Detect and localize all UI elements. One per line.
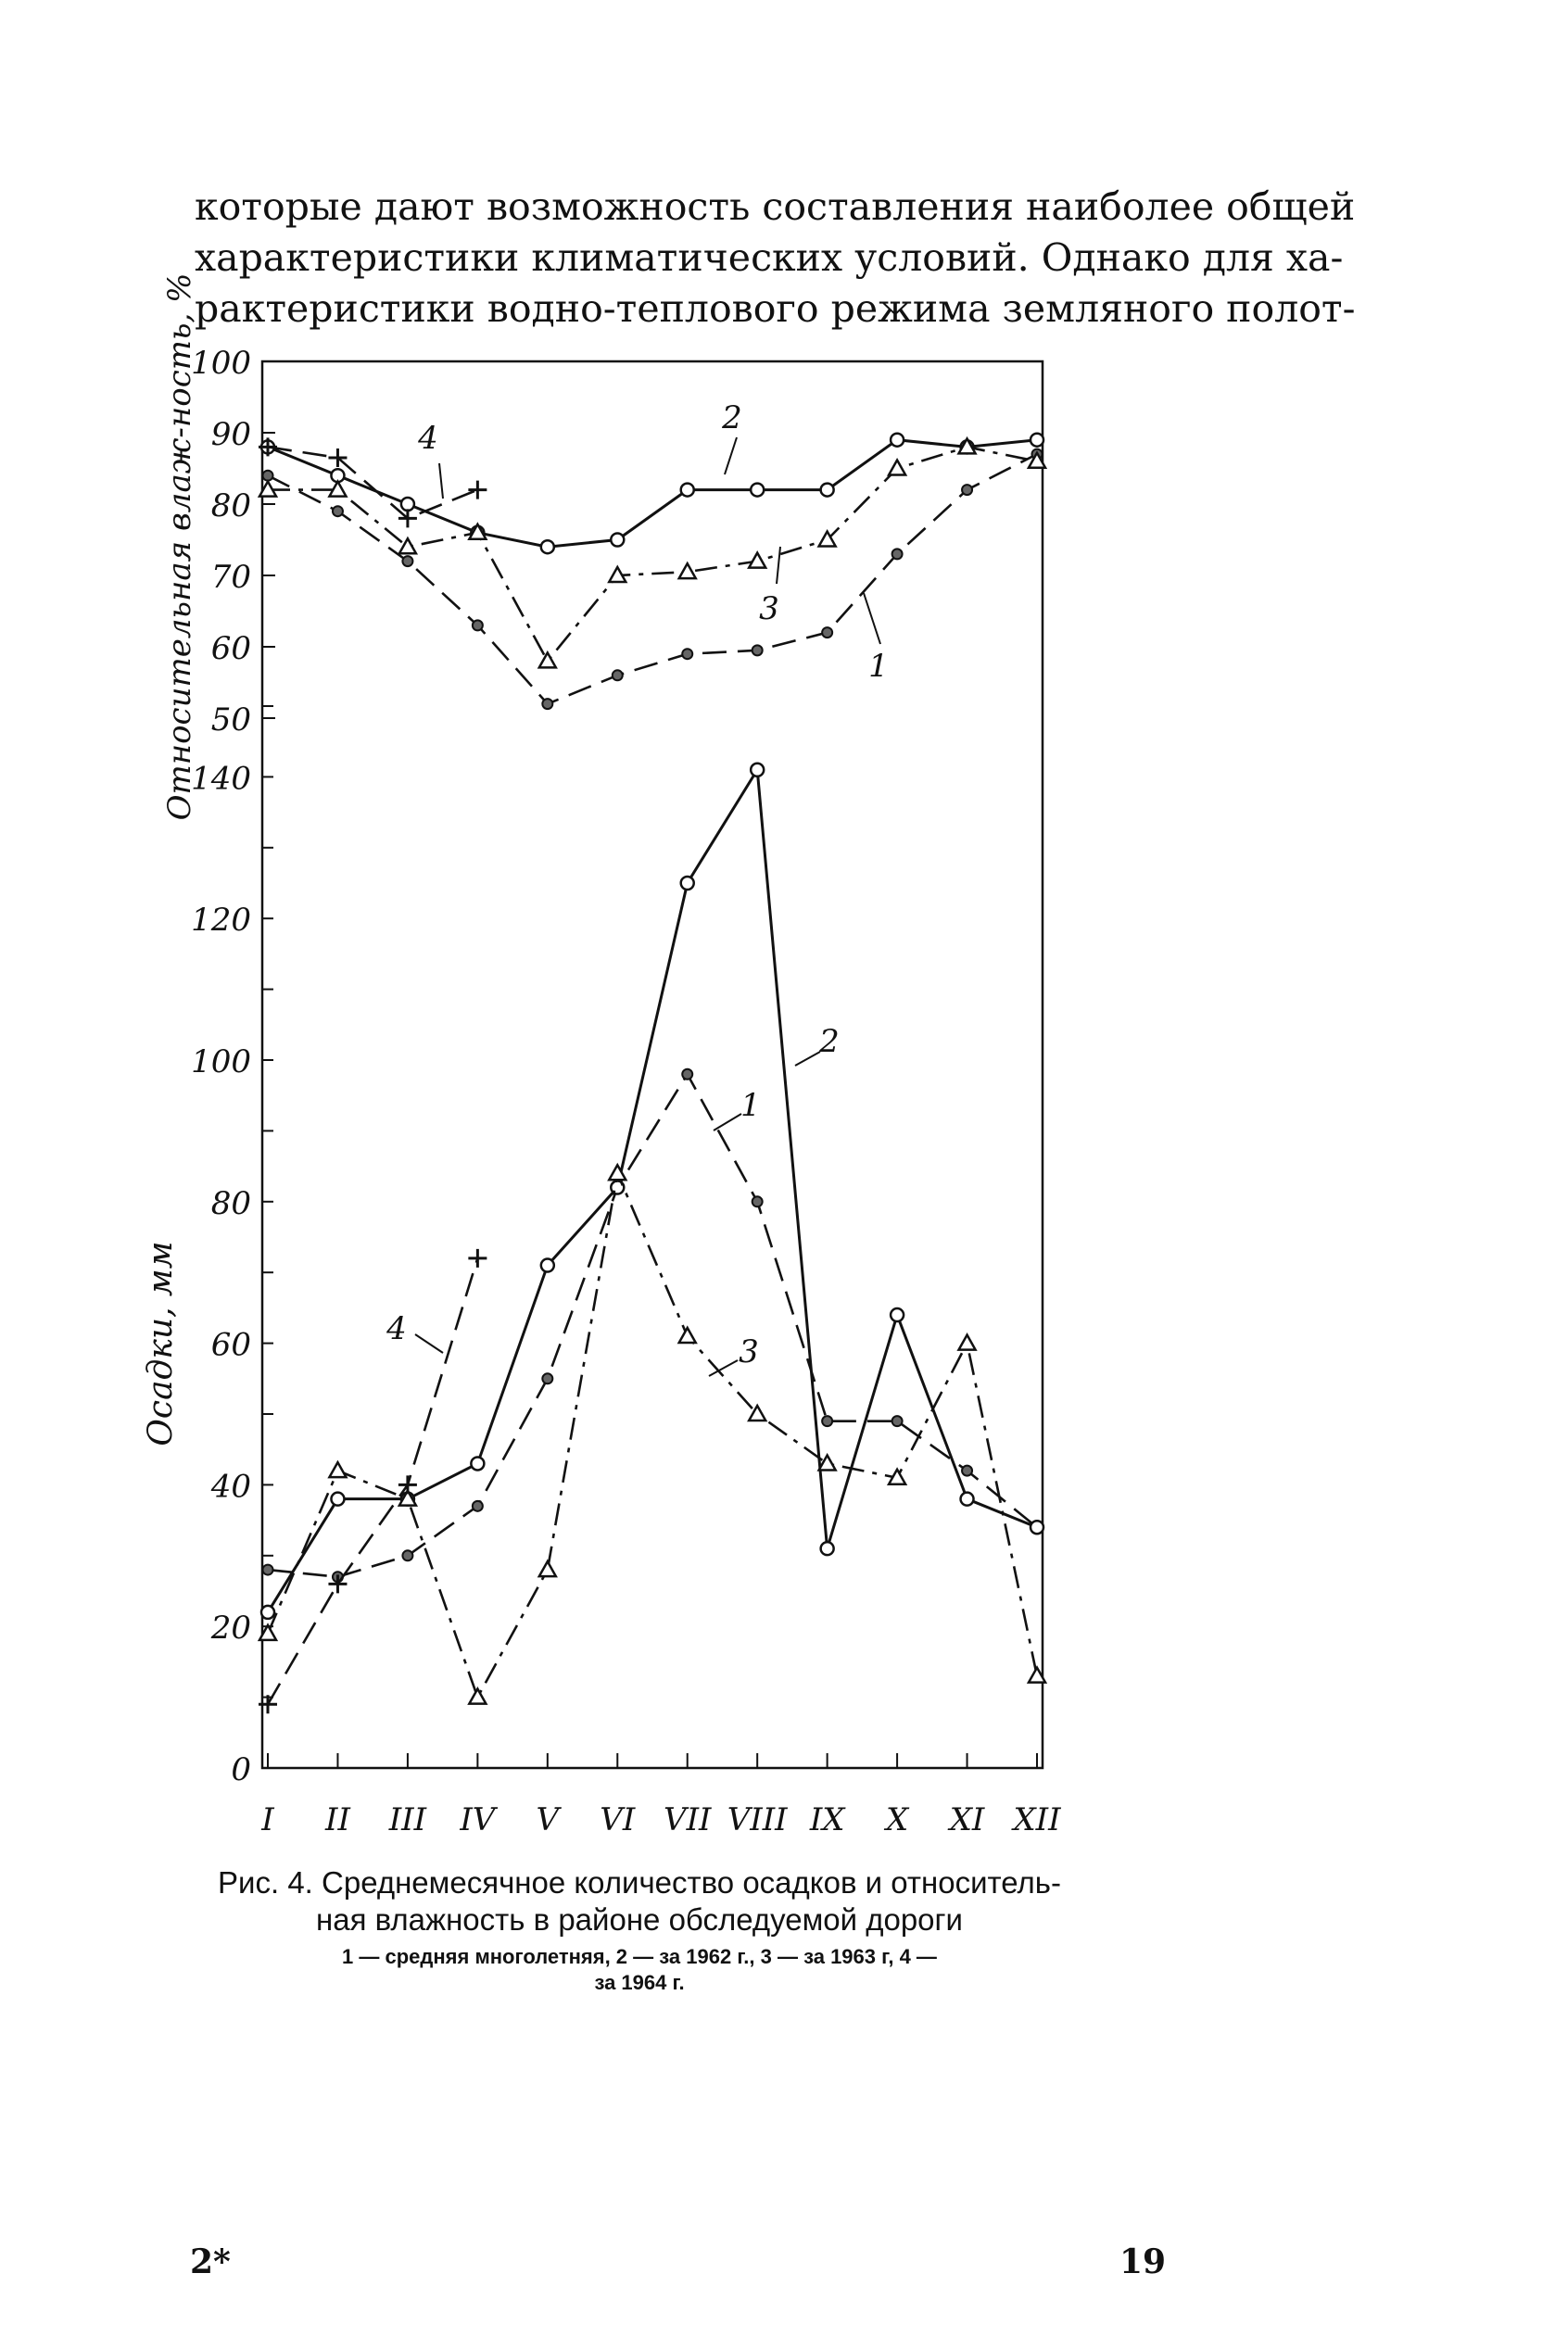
- precip-data-point-2: [471, 1457, 484, 1470]
- precip-data-point-3: [679, 1328, 696, 1343]
- precip-tick-label: 0: [231, 1751, 251, 1788]
- humidity-data-point-3: [749, 553, 765, 568]
- precip-data-point-1: [962, 1466, 972, 1476]
- x-tick-label: IX: [809, 1801, 845, 1838]
- humidity-data-point-1: [822, 627, 832, 638]
- text-line: которые дают возможность составления наиболее общей: [195, 184, 1356, 229]
- humidity-data-point-1: [962, 485, 972, 495]
- humidity-data-point-1: [402, 556, 412, 566]
- humidity-tick-label: 80: [210, 487, 251, 524]
- x-tick-label: IV: [460, 1801, 496, 1838]
- caption-line: ная влажность в районе обследуемой дороги: [316, 1902, 963, 1937]
- precip-tick-label: 60: [210, 1326, 251, 1364]
- precip-series-line-2: [268, 770, 1037, 1612]
- precip-tick-label: 40: [210, 1468, 251, 1506]
- humidity-data-point-1: [682, 649, 692, 659]
- humidity-tick-label: 90: [210, 416, 251, 453]
- plot-frame: [262, 361, 1043, 1768]
- precip-data-point-1: [682, 1069, 692, 1080]
- precip-annotation-leader: [415, 1334, 443, 1353]
- humidity-data-point-1: [892, 549, 903, 559]
- precip-tick-label: 100: [191, 1043, 251, 1080]
- humidity-data-point-2: [821, 484, 834, 497]
- precip-axis-label: Осадки, мм: [142, 1241, 180, 1446]
- humidity-tick-label: 100: [191, 345, 251, 382]
- humidity-data-point-2: [681, 484, 694, 497]
- precip-data-point-3: [819, 1455, 836, 1470]
- precip-data-point-2: [961, 1493, 974, 1506]
- humidity-series-line-4: [268, 447, 477, 518]
- humidity-data-point-2: [891, 434, 904, 447]
- legend-line: за 1964 г.: [594, 1971, 685, 1994]
- x-tick-label: II: [325, 1801, 350, 1838]
- precip-data-point-1: [892, 1416, 903, 1426]
- x-tick-label: VIII: [727, 1801, 788, 1838]
- precip-data-point-2: [891, 1308, 904, 1321]
- precip-data-point-3: [959, 1335, 976, 1350]
- humidity-data-point-1: [263, 471, 273, 481]
- humidity-series-annotation: 1: [868, 648, 889, 685]
- precip-data-point-4: [328, 1574, 347, 1593]
- humidity-data-point-4: [468, 481, 487, 499]
- precip-series-annotation: 3: [739, 1333, 759, 1370]
- humidity-data-point-1: [613, 670, 623, 680]
- precip-tick-label: 120: [191, 902, 251, 940]
- precip-data-point-1: [752, 1196, 763, 1206]
- x-tick-label: V: [536, 1801, 560, 1838]
- humidity-data-point-2: [1031, 434, 1043, 447]
- legend-line: 1 — средняя многолетняя, 2 — за 1962 г., 3 — за 1963 г, 4 —: [342, 1945, 937, 1968]
- humidity-data-point-1: [752, 645, 763, 655]
- x-tick-label: XI: [949, 1801, 985, 1838]
- humidity-series-annotation: 2: [722, 399, 742, 436]
- precip-series-annotation: 1: [740, 1087, 761, 1124]
- humidity-axis-label: Относительная влаж-ность, %: [161, 272, 198, 821]
- precip-data-point-4: [398, 1475, 417, 1494]
- x-tick-label: VII: [664, 1801, 712, 1838]
- precip-data-point-3: [329, 1462, 346, 1477]
- signature-mark: 2*: [190, 2242, 231, 2281]
- precip-data-point-1: [822, 1416, 832, 1426]
- humidity-data-point-3: [539, 652, 556, 667]
- humidity-data-point-1: [333, 506, 343, 516]
- humidity-data-point-2: [541, 540, 554, 553]
- precip-data-point-2: [751, 764, 764, 777]
- precip-annotation-leader: [714, 1114, 741, 1130]
- humidity-annotation-leader: [864, 593, 880, 644]
- precip-data-point-3: [469, 1689, 486, 1704]
- x-tick-label: VI: [600, 1801, 636, 1838]
- precip-series-line-1: [268, 1074, 1037, 1576]
- x-tick-label: X: [885, 1801, 909, 1838]
- precip-data-point-1: [263, 1565, 273, 1575]
- precip-data-point-1: [402, 1550, 412, 1560]
- precip-tick-label: 20: [210, 1610, 251, 1648]
- humidity-tick-label: 50: [210, 701, 251, 739]
- precip-annotation-leader: [709, 1360, 738, 1376]
- x-tick-label: III: [388, 1801, 427, 1838]
- precip-tick-label: 80: [210, 1184, 251, 1222]
- precip-data-point-2: [681, 877, 694, 890]
- precip-series-line-4: [268, 1258, 477, 1704]
- precip-data-point-2: [331, 1493, 344, 1506]
- precip-data-point-1: [542, 1373, 552, 1383]
- humidity-series-annotation: 4: [418, 420, 438, 457]
- x-tick-label: I: [261, 1801, 274, 1838]
- precip-data-point-1: [473, 1501, 483, 1511]
- humidity-data-point-1: [473, 620, 483, 630]
- precip-data-point-2: [821, 1542, 834, 1555]
- page-number: 19: [1119, 2242, 1167, 2281]
- humidity-series-annotation: 3: [759, 590, 779, 627]
- precip-series-annotation: 4: [386, 1310, 407, 1347]
- humidity-tick-label: 70: [210, 559, 251, 596]
- humidity-data-point-3: [889, 461, 905, 475]
- caption-line: Рис. 4. Среднемесячное количество осадков и относитель-: [218, 1865, 1061, 1900]
- humidity-annotation-leader: [777, 547, 780, 584]
- humidity-data-point-2: [611, 534, 624, 547]
- humidity-tick-label: 60: [210, 630, 251, 667]
- precip-series-line-3: [268, 1173, 1037, 1697]
- text-line: характеристики климатических условий. Однако для ха-: [195, 235, 1344, 280]
- humidity-annotation-leader: [439, 463, 443, 499]
- humidity-series-line-1: [268, 454, 1037, 703]
- figure-caption: [148, 1864, 1131, 1939]
- humidity-data-point-2: [751, 484, 764, 497]
- figure-legend: [148, 1944, 1131, 1996]
- precip-annotation-leader: [795, 1052, 820, 1066]
- humidity-data-point-2: [401, 498, 414, 511]
- x-tick-label: XII: [1013, 1801, 1061, 1838]
- precip-data-point-2: [261, 1606, 274, 1619]
- precip-data-point-4: [468, 1249, 487, 1268]
- text-line: рактеристики водно-теплового режима земляного полот-: [195, 286, 1356, 331]
- precip-data-point-2: [1031, 1521, 1043, 1534]
- humidity-data-point-1: [542, 699, 552, 709]
- precip-series-annotation: 2: [819, 1023, 840, 1060]
- humidity-annotation-leader: [725, 437, 737, 474]
- precip-data-point-3: [539, 1561, 556, 1576]
- humidity-data-point-3: [679, 563, 696, 578]
- precip-data-point-2: [541, 1259, 554, 1272]
- precip-tick-label: 140: [191, 760, 251, 798]
- humidity-series-line-3: [268, 447, 1037, 661]
